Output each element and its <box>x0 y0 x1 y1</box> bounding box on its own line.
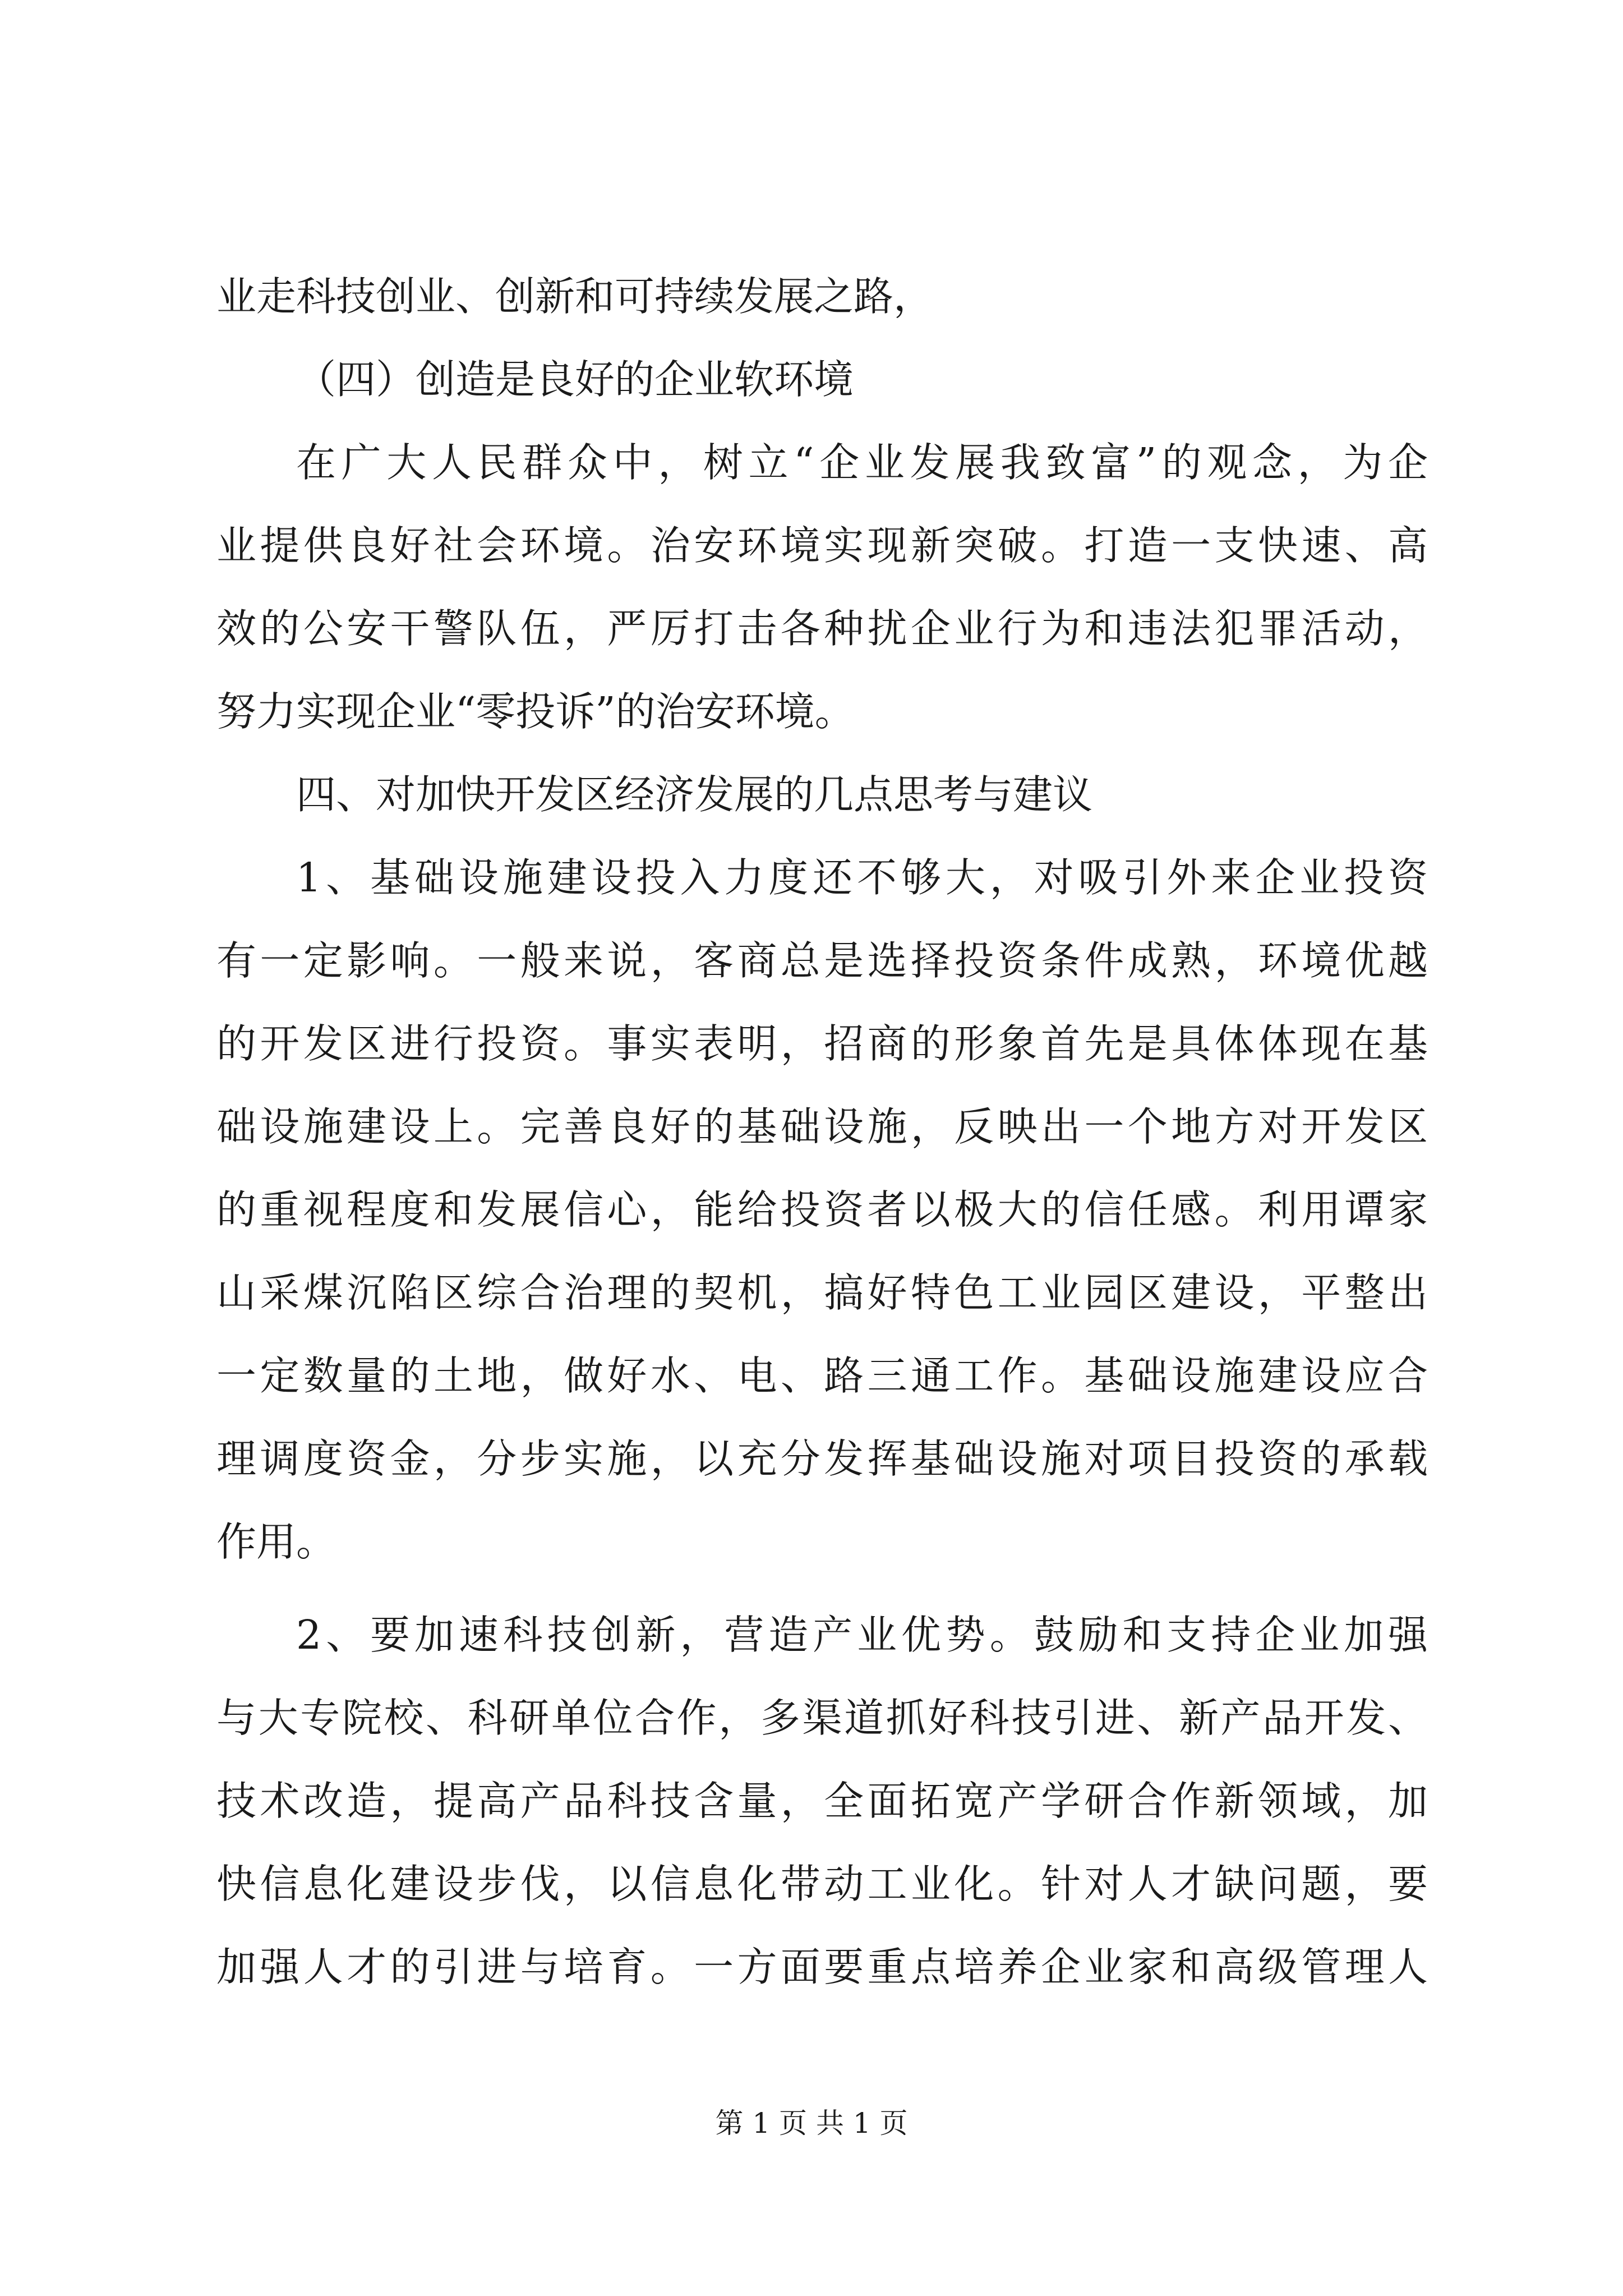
text-line: 一定数量的土地，做好水、电、路三通工作。基础设施建设应合 <box>216 1352 1428 1399</box>
text-line: 效的公安干警队伍，严厉打击各种扰企业行为和违法犯罪活动， <box>216 605 1428 652</box>
text-line: 的开发区进行投资。事实表明，招商的形象首先是具体体现在基 <box>216 1020 1428 1067</box>
text-line: 业走科技创业、创新和可持续发展之路， <box>216 273 934 320</box>
section-heading: （四）创造是良好的企业软环境 <box>296 356 854 403</box>
text-line: 技术改造，提高产品科技含量，全面拓宽产学研合作新领域，加 <box>216 1778 1428 1824</box>
text-line: 加强人才的引进与培育。一方面要重点培养企业家和高级管理人 <box>216 1944 1428 1990</box>
text-line: 与大专院校、科研单位合作，多渠道抓好科技引进、新产品开发、 <box>216 1695 1428 1741</box>
text-line: 山采煤沉陷区综合治理的契机，搞好特色工业园区建设，平整出 <box>216 1269 1428 1316</box>
section-heading: 四、对加快开发区经济发展的几点思考与建议 <box>296 771 1093 818</box>
text-line: 努力实现企业“零投诉”的治安环境。 <box>216 688 855 735</box>
text-line: 业提供良好社会环境。治安环境实现新突破。打造一支快速、高 <box>216 522 1428 569</box>
document-body <box>216 255 1428 2009</box>
text-line: 快信息化建设步伐，以信息化带动工业化。针对人才缺问题，要 <box>216 1861 1428 1907</box>
text-line: 作用。 <box>216 1519 336 1565</box>
text-line: 2、要加速科技创新，营造产业优势。鼓励和支持企业加强 <box>296 1612 1428 1658</box>
page-footer: 第 1 页 共 1 页 <box>715 2107 908 2139</box>
text-line: 的重视程度和发展信心，能给投资者以极大的信任感。利用谭家 <box>216 1186 1428 1233</box>
text-line: 有一定影响。一般来说，客商总是选择投资条件成熟，环境优越 <box>216 937 1428 984</box>
text-line: 础设施建设上。完善良好的基础设施，反映出一个地方对开发区 <box>216 1103 1428 1150</box>
text-line: 理调度资金，分步实施，以充分发挥基础设施对项目投资的承载 <box>216 1435 1428 1482</box>
text-line: 在广大人民群众中，树立“企业发展我致富”的观念，为企 <box>296 439 1428 486</box>
text-line: 1、基础设施建设投入力度还不够大，对吸引外来企业投资 <box>296 854 1428 901</box>
